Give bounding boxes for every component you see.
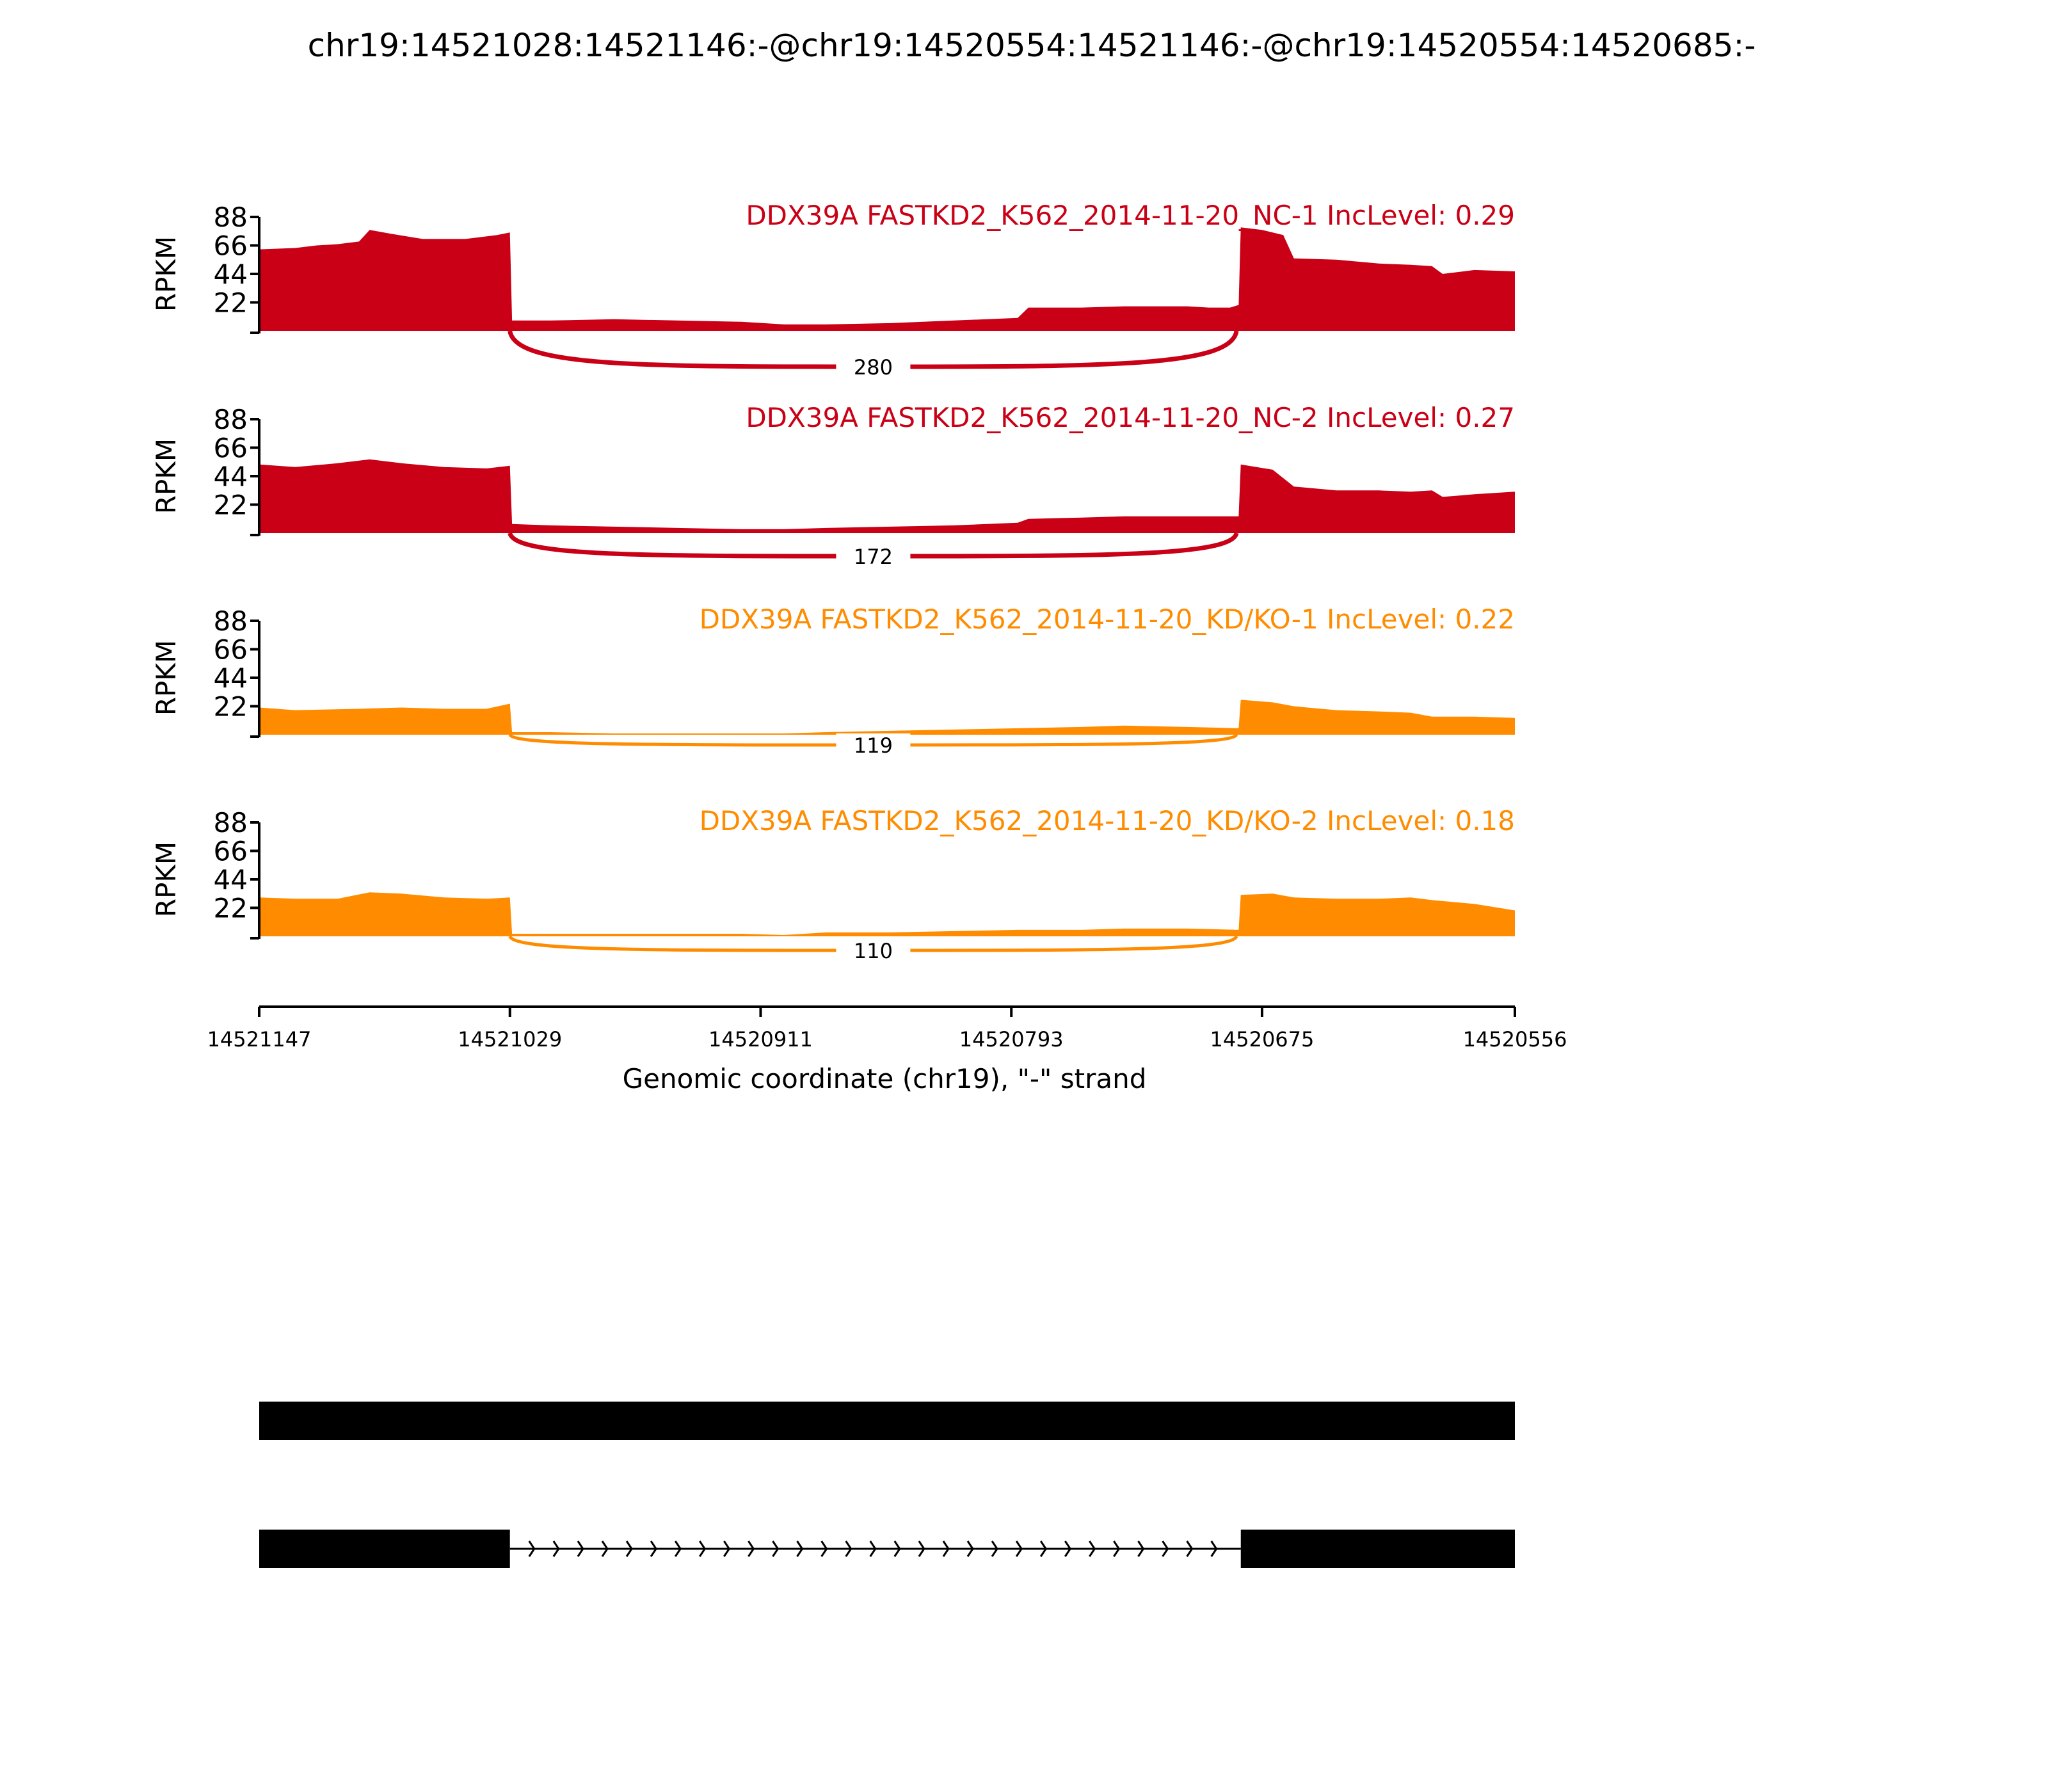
y-tick-label: 66 [213, 432, 248, 464]
y-tick-label: 88 [213, 807, 248, 838]
junction-count: 110 [853, 939, 893, 963]
y-tick-label: 22 [213, 691, 248, 723]
junction-count: 172 [853, 545, 893, 569]
x-tick-label: 14520556 [1462, 1027, 1567, 1052]
y-tick-label: 88 [213, 404, 248, 435]
junction-count: 280 [853, 355, 893, 380]
x-axis-label: Genomic coordinate (chr19), "-" strand [622, 1063, 1147, 1094]
exon-block [259, 1402, 1515, 1440]
x-tick-label: 14520911 [708, 1027, 813, 1052]
y-tick-label: 66 [213, 634, 248, 666]
y-axis-label: RPKM [150, 236, 182, 312]
y-tick-label: 88 [213, 605, 248, 637]
sample-label: DDX39A FASTKD2_K562_2014-11-20_KD/KO-2 IncLevel: 0.18 [699, 805, 1515, 836]
y-tick-label: 22 [213, 489, 248, 521]
sample-label: DDX39A FASTKD2_K562_2014-11-20_KD/KO-1 IncLevel: 0.22 [699, 604, 1515, 635]
y-tick-label: 44 [213, 864, 248, 895]
y-tick-label: 88 [213, 202, 248, 233]
x-tick-label: 14521029 [458, 1027, 563, 1052]
y-axis-label: RPKM [150, 639, 182, 716]
gene-model [259, 1402, 1515, 1440]
y-tick-label: 66 [213, 835, 248, 867]
sample-label: DDX39A FASTKD2_K562_2014-11-20_NC-2 IncLevel: 0.27 [746, 402, 1515, 433]
y-tick-label: 44 [213, 662, 248, 694]
y-tick-label: 44 [213, 259, 248, 290]
junction-count: 119 [853, 733, 893, 758]
x-tick-label: 14521147 [207, 1027, 312, 1052]
x-tick-label: 14520675 [1210, 1027, 1315, 1052]
y-tick-label: 22 [213, 892, 248, 924]
exon-block [259, 1530, 510, 1568]
sample-label: DDX39A FASTKD2_K562_2014-11-20_NC-1 IncLevel: 0.29 [746, 200, 1515, 231]
x-tick-label: 14520793 [959, 1027, 1064, 1052]
y-axis-label: RPKM [150, 841, 182, 918]
y-tick-label: 66 [213, 230, 248, 262]
y-tick-label: 44 [213, 461, 248, 492]
figure-title: chr19:14521028:14521146:-@chr19:14520554:14521146:-@chr19:14520554:14520685:- [307, 27, 1756, 64]
y-tick-label: 22 [213, 287, 248, 319]
exon-block [1241, 1530, 1515, 1568]
y-axis-label: RPKM [150, 438, 182, 515]
